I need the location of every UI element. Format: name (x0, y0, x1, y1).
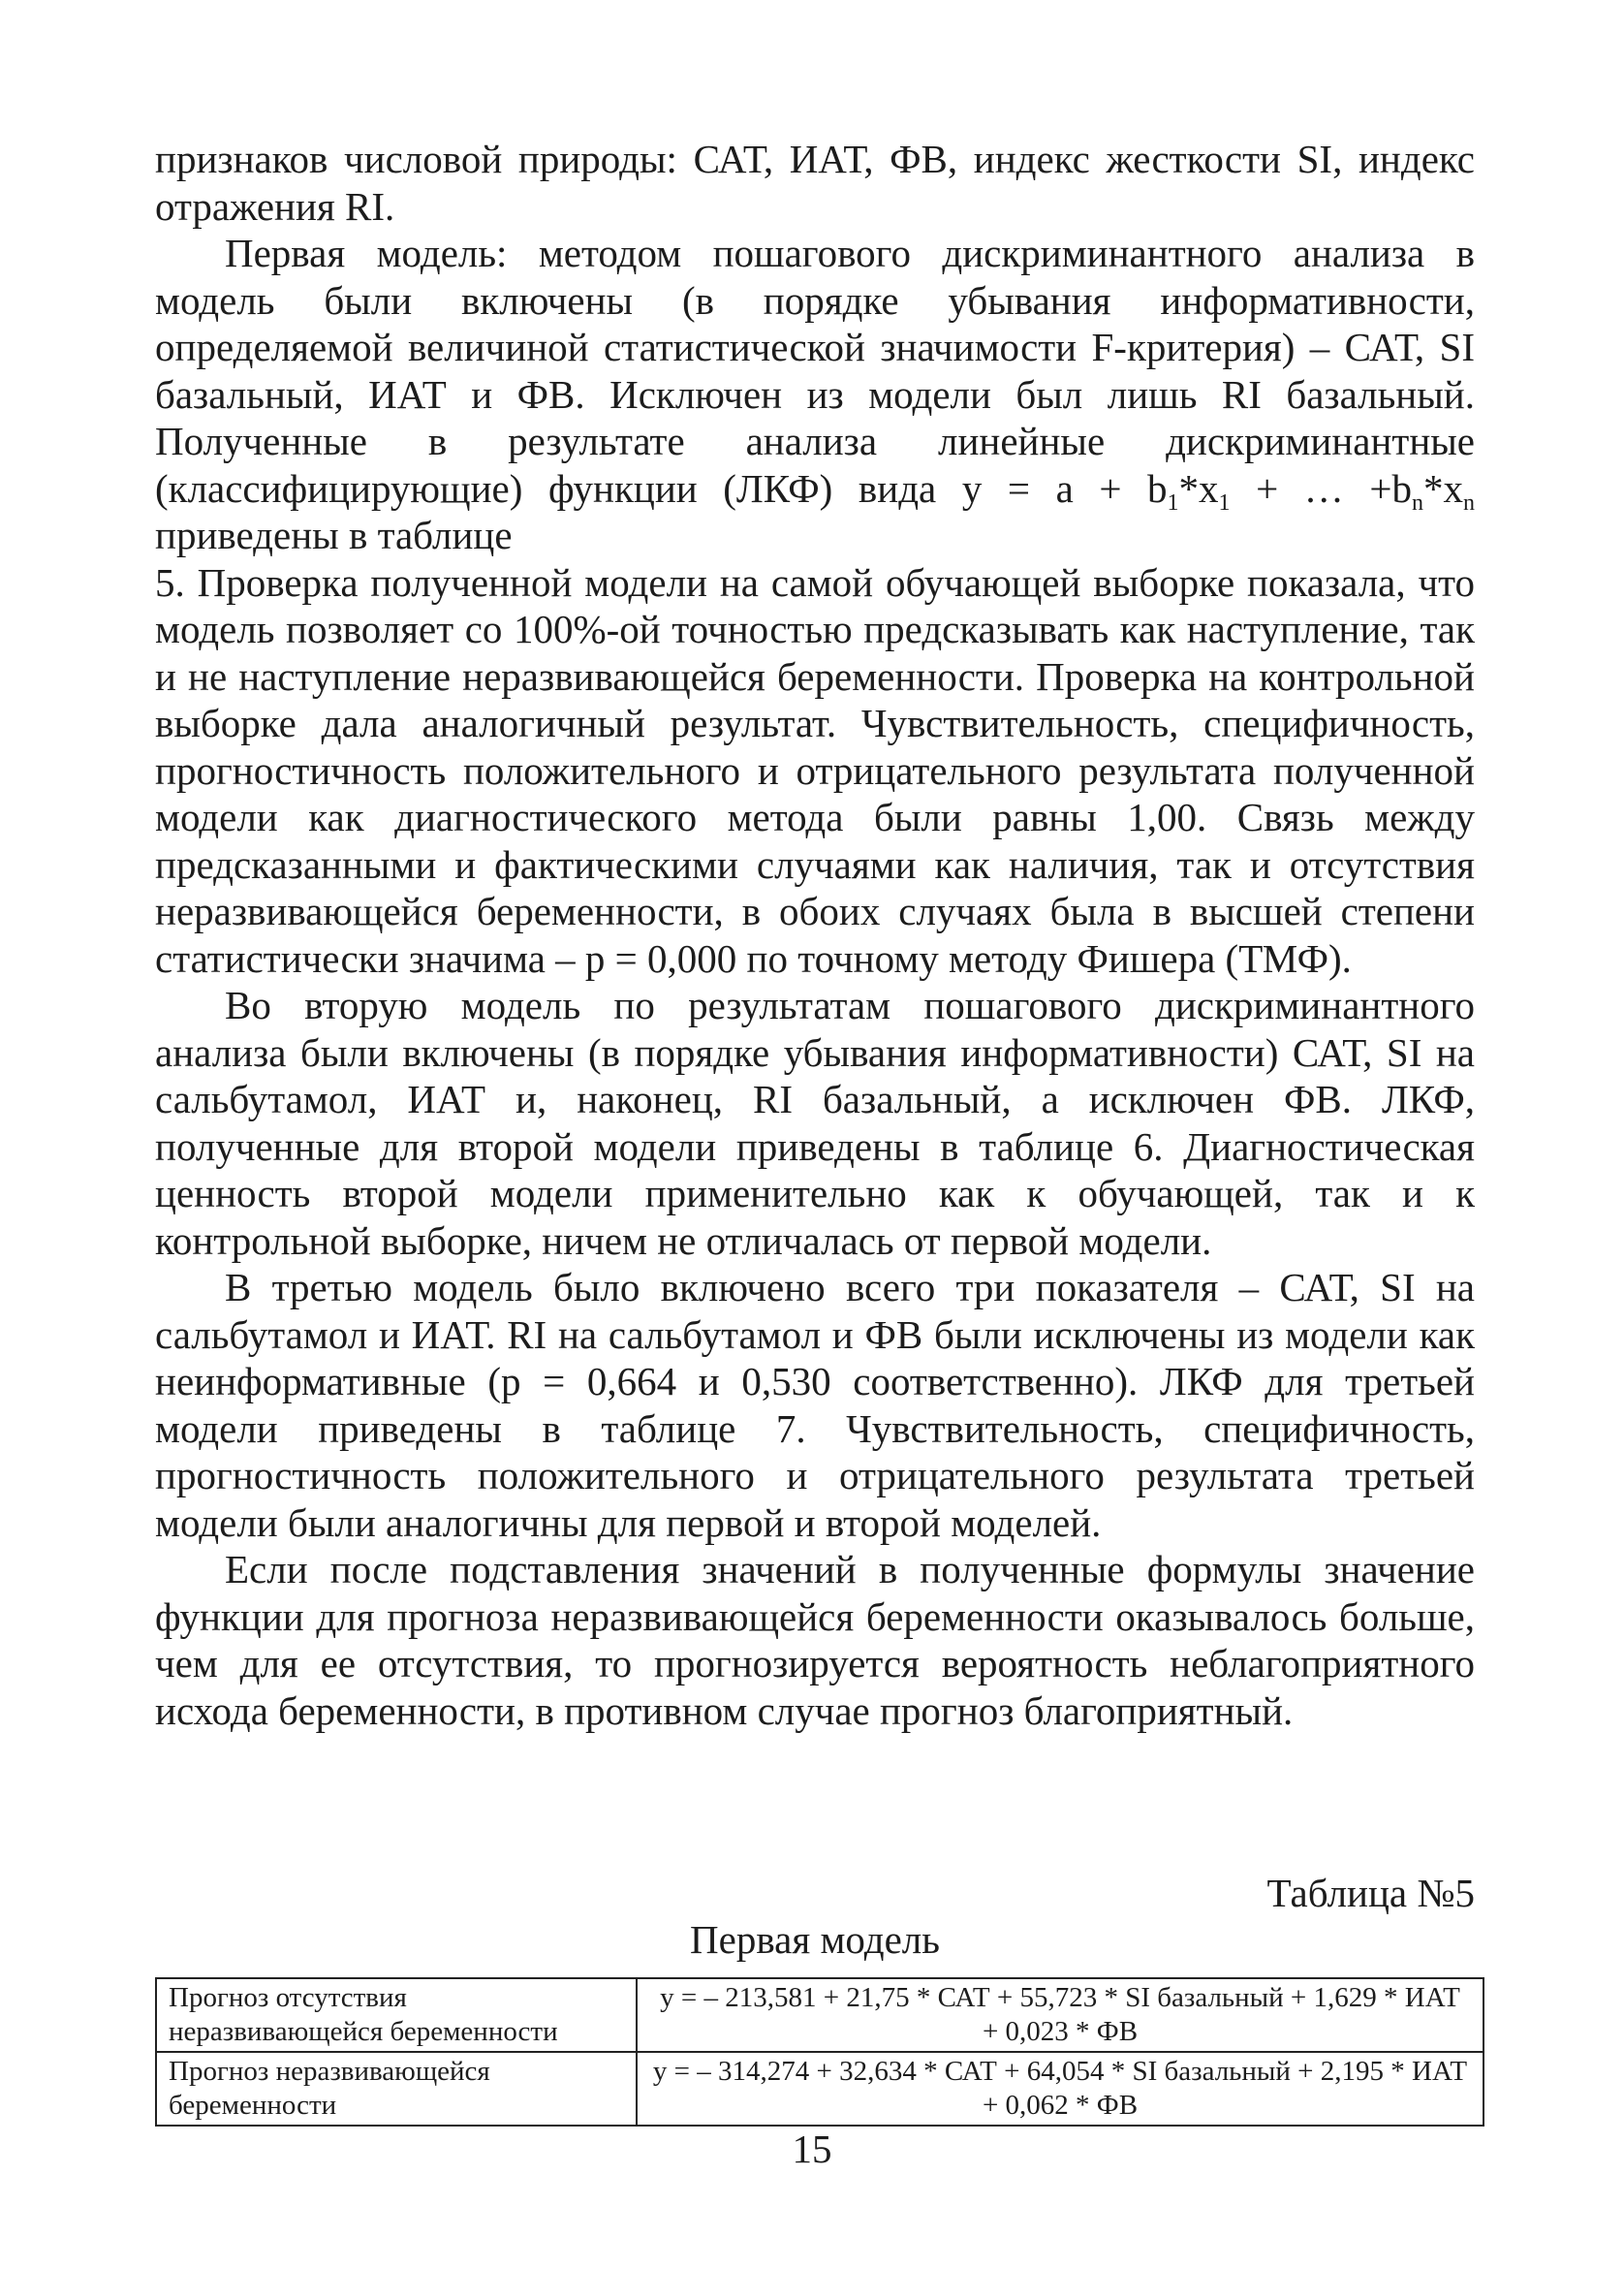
table-row (156, 1978, 1483, 2052)
table-title: Первая модель (690, 1917, 940, 1962)
paragraph-3: 5. Проверка полученной модели на самой обучающей выборке показала, что модель позволяет со 100%-ой точностью предсказывать как наступление, так и не наступление неразвивающейся беременности. Проверка на контрольной выборке дала аналогичный результат. Чувствительность, специфичность, прогностичность положительного и отрицательного результата полученной модели как диагностического метода были равны 1,00. Связь между предсказанными и фактическими случаями как наличия, так и отсутствия неразвивающейся беременности, в обоих случаях была в высшей степени статистически значима – p = 0,000 по точному методу Фишера (ТМФ). (155, 559, 1475, 981)
lkf-formula: $y = a + b_1*x_1$ + … $+b_n*x_n$ приведены в таблице (155, 465, 1475, 557)
table-cell-label: Прогноз отсутствия неразвивающейся беременности (156, 1978, 637, 2052)
document-page (155, 136, 1475, 2121)
table-cell-formula: y = – 213,581 + 21,75 * САТ + 55,723 * SI базальный + 1,629 * ИАТ + 0,023 * ФВ (637, 1978, 1483, 2052)
paragraph-5: В третью модель было включено всего три показателя – САТ, SI на сальбутамол и ИАТ. RI на сальбутамол и ФВ были исключены из модели как неинформативные (p = 0,664 и 0,530 соответственно). ЛКФ для третьей модели приведены в таблице 7. Чувствительность, специфичность, прогностичность положительного и отрицательного результата третьей модели были аналогичны для первой и второй моделей. (155, 1265, 1475, 1545)
paragraph-2 (155, 230, 1475, 559)
table-row (156, 2052, 1483, 2126)
paragraph-1: признаков числовой природы: САТ, ИАТ, ФВ, индекс жесткости SI, индекс отражения RI. (155, 137, 1475, 229)
table-cell-formula: y = – 314,274 + 32,634 * САТ + 64,054 * SI базальный + 2,195 * ИАТ + 0,062 * ФВ (637, 2052, 1483, 2126)
paragraph-2-text: Первая модель: методом пошагового дискриминантного анализа в модель были включены (в порядке убывания информативности, определяемой величиной статистической значимости F-критерия) – САТ, SI базальный, ИАТ и ФВ. Исключен из модели был лишь RI базальный. Полученные в результате анализа линейные дискриминантные (классифицирующие) функции (ЛКФ) вида (155, 231, 1475, 511)
model-table (155, 1977, 1484, 2127)
table-cell-label: Прогноз неразвивающейся беременности (156, 2052, 637, 2126)
table-caption: Таблица №5 (1266, 1871, 1475, 1915)
paragraph-6: Если после подставления значений в полученные формулы значение функции для прогноза неразвивающейся беременности оказывалось больше, чем для ее отсутствия, то прогнозируется вероятность неблагоприятного исхода беременности, в противном случае прогноз благоприятный. (155, 1547, 1475, 1733)
page-number: 15 (792, 2127, 832, 2171)
paragraph-4: Во вторую модель по результатам пошагового дискриминантного анализа были включены (в порядке убывания информативности) САТ, SI на сальбутамол, ИАТ и, наконец, RI базальный, а исключен ФВ. ЛКФ, полученные для второй модели приведены в таблице 6. Диагностическая ценность второй модели применительно как к обучающей, так и к контрольной выборке, ничем не отличалась от первой модели. (155, 983, 1475, 1263)
